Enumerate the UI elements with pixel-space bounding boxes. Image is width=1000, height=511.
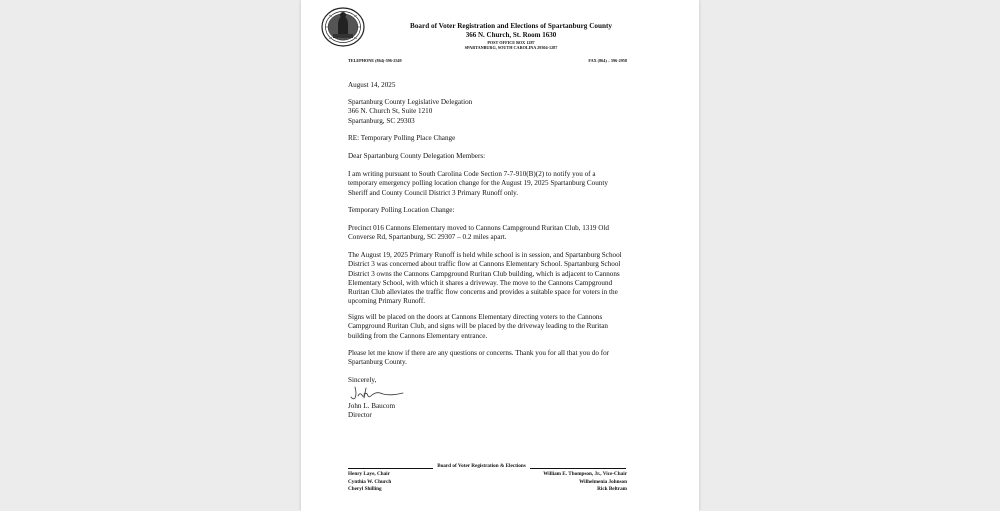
county-seal-icon (321, 7, 365, 47)
paragraph-line: Ruritan Club alleviates the traffic flow concerns and provides a suitable space for voters in the (348, 288, 618, 297)
recipient-line: Spartanburg, SC 29303 (348, 116, 415, 125)
signer-block (348, 402, 653, 421)
paragraph-line: Signs will be placed on the doors at Cannons Elementary directing voters to the Cannons (348, 313, 603, 321)
letterhead-po-box: POST OFFICE BOX 1287 (487, 40, 535, 45)
signature-image (349, 384, 405, 402)
paragraph-line: upcoming Primary Runoff. (348, 297, 426, 306)
footer-board-label: Board of Voter Registration & Elections (437, 463, 526, 469)
footer-members-right (543, 471, 627, 494)
paragraph-line: building from the Cannons Elementary entrance. (348, 331, 488, 340)
letter-date: August 14, 2025 (348, 81, 396, 89)
letter-salutation: Dear Spartanburg County Delegation Members: (348, 152, 486, 160)
paragraph-line: The August 19, 2025 Primary Runoff is held while school is in session, and Spartanburg School (348, 251, 622, 259)
board-member: Rick Beltram (597, 486, 627, 493)
board-member: Cheryl Shilling (348, 486, 382, 493)
letterhead-address: 366 N. Church, St. Room 1630 (465, 31, 557, 39)
footer-rule-left (348, 468, 433, 469)
letter-subject: RE: Temporary Polling Place Change (348, 134, 456, 142)
paragraph-line: Spartanburg County. (348, 358, 407, 367)
recipient-line: 366 N. Church St, Suite 1210 (348, 107, 433, 116)
paragraph-line: temporary emergency polling location change for the August 19, 2025 Spartanburg County (348, 179, 608, 188)
signer-name: John L. Baucom (348, 402, 396, 410)
section-heading: Temporary Polling Location Change: (348, 206, 455, 214)
paragraph-line: Sheriff and County Council District 3 Primary Runoff only. (348, 188, 519, 197)
board-member: Henry Laye, Chair (348, 471, 390, 477)
paragraph-line: I am writing pursuant to South Carolina Code Section 7-7-910(B)(2) to notify you of a (348, 170, 596, 178)
paragraph-signs (348, 313, 653, 341)
board-member: Wilhelmenia Johnson (579, 478, 627, 485)
paragraph-line: Campground Ruritan Club, and signs will be placed by the driveway leading to the Ruritan (348, 322, 608, 331)
paragraph-reason (348, 251, 653, 307)
recipient-line: Spartanburg County Legislative Delegation (348, 98, 473, 106)
letterhead-title: Board of Voter Registration and Elections of Spartanburg County (410, 22, 612, 30)
paragraph-line: Converse Rd, Spartanburg, SC 29307 – 0.2 miles apart. (348, 233, 507, 242)
footer-members-left (348, 471, 391, 494)
paragraph-line: District 3 owns the Cannons Campground Ruritan Club building, which is adjacent to Cannons (348, 269, 620, 278)
signer-title: Director (348, 411, 372, 420)
paragraph-notification (348, 170, 653, 198)
letter-closing: Sincerely, (348, 376, 377, 384)
paragraph-line: Precinct 016 Cannons Elementary moved to Cannons Campground Ruritan Club, 1319 Old (348, 224, 609, 232)
recipient-address (348, 98, 653, 126)
paragraph-line: District 3 was concerned about traffic flow at Cannons Elementary School. Spartanburg School (348, 260, 621, 269)
paragraph-line: Please let me know if there are any questions or concerns. Thank you for all that you do for (348, 349, 610, 357)
paragraph-line: Elementary School, with which it shares a driveway. The move to the Cannons Campground (348, 278, 613, 287)
letter-page (301, 0, 699, 511)
letterhead-telephone: TELEPHONE (864)-596-2549 (348, 58, 402, 63)
letterhead-fax: FAX (864) – 596-2958 (588, 58, 627, 63)
footer-rule-right (530, 468, 626, 469)
board-member: Cynthia W. Church (348, 478, 392, 485)
paragraph-location (348, 224, 653, 243)
board-member: William E. Thompson, Jr., Vice-Chair (543, 471, 627, 477)
paragraph-closing (348, 349, 653, 368)
letterhead-city: SPARTANBURG, SOUTH CAROLINA 29304-1287 (464, 45, 558, 50)
